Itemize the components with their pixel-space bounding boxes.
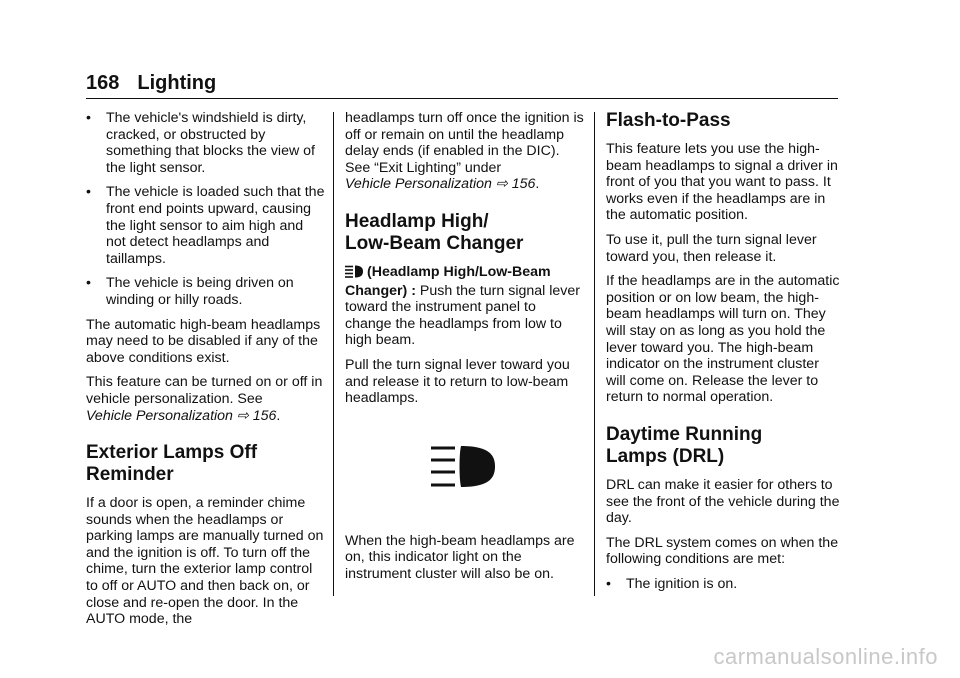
list-item: • The vehicle's windshield is dirty, cracked, or obstructed by something that blocks the view of the light sensor. bbox=[86, 110, 315, 176]
section-title: Lighting bbox=[137, 72, 217, 94]
indicator-figure bbox=[345, 427, 585, 525]
column-divider-1 bbox=[333, 112, 334, 596]
paragraph: The DRL system comes on when the following conditions are met: bbox=[606, 534, 839, 568]
section-heading: Headlamp High/ Low-Beam Changer bbox=[345, 210, 524, 254]
page-header bbox=[86, 72, 216, 95]
paragraph: If the headlamps are in the automatic position or on low beam, the high-beam headlamps will turn on. They will stay on as long as you hold the lever toward you. The high-beam indicator on the instrument cluster will come on. Release the lever to return to normal operation. bbox=[606, 273, 840, 406]
paragraph: When the high-beam headlamps are on, this indicator light on the instrument cluster will also be on. bbox=[345, 532, 575, 582]
header-rule bbox=[86, 98, 838, 99]
paragraph: (Headlamp High/Low-Beam Changer) : Push the turn signal lever toward the instrument panel to change the headlamps from low to high beam. bbox=[345, 263, 580, 349]
cross-reference-link[interactable]: Vehicle Personalization ⇨ 156 bbox=[345, 176, 536, 193]
paragraph: headlamps turn off once the ignition is off or remain on until the headlamp delay ends (if enabled in the DIC). See “Exit Lighting” under Vehicle Personalization ⇨ 156. bbox=[345, 110, 584, 193]
section-heading: Exterior Lamps Off Reminder bbox=[86, 442, 258, 486]
ref-arrow-icon: ⇨ bbox=[495, 176, 508, 193]
paragraph: The automatic high-beam headlamps may need to be disabled if any of the above conditions exist. bbox=[86, 316, 321, 366]
watermark: carmanualsonline.info bbox=[713, 644, 938, 669]
column-1 bbox=[86, 110, 326, 636]
paragraph: To use it, pull the turn signal lever toward you, then release it. bbox=[606, 231, 817, 265]
list-item: • The vehicle is loaded such that the front end points upward, causing the light sensor to aim high and not detect headlamps and taillamps. bbox=[86, 184, 325, 267]
column-2 bbox=[345, 110, 585, 591]
column-3 bbox=[606, 110, 842, 600]
paragraph: If a door is open, a reminder chime sounds when the headlamps or parking lamps are manually turned on and the ignition is off. To turn off the chime, turn the exterior lamp control to off or AUTO and then back on, or close and re-open the door. In the AUTO mode, the bbox=[86, 495, 324, 628]
ref-arrow-icon: ⇨ bbox=[236, 407, 249, 424]
paragraph: Pull the turn signal lever toward you and release it to return to low-beam headlamps. bbox=[345, 356, 570, 407]
high-beam-indicator-icon bbox=[431, 445, 497, 489]
list-item: • The ignition is on. bbox=[606, 575, 738, 592]
list-item: • The vehicle is being driven on winding or hilly roads. bbox=[86, 275, 294, 308]
column-divider-2 bbox=[594, 112, 595, 596]
paragraph: This feature lets you use the high-beam headlamps to signal a driver in front of you that you want to pass. It works even if the headlamps are in the automatic position. bbox=[606, 141, 838, 224]
paragraph: This feature can be turned on or off in vehicle personalization. See Vehicle Personalization ⇨ 156. bbox=[86, 374, 323, 424]
cross-reference-link[interactable]: Vehicle Personalization ⇨ 156 bbox=[86, 407, 277, 424]
section-heading: Daytime Running Lamps (DRL) bbox=[606, 423, 763, 467]
high-beam-icon bbox=[345, 265, 363, 283]
page-number: 168 bbox=[86, 72, 120, 94]
paragraph: DRL can make it easier for others to see the front of the vehicle during the day. bbox=[606, 476, 840, 527]
section-heading: Flash-to-Pass bbox=[606, 110, 731, 131]
